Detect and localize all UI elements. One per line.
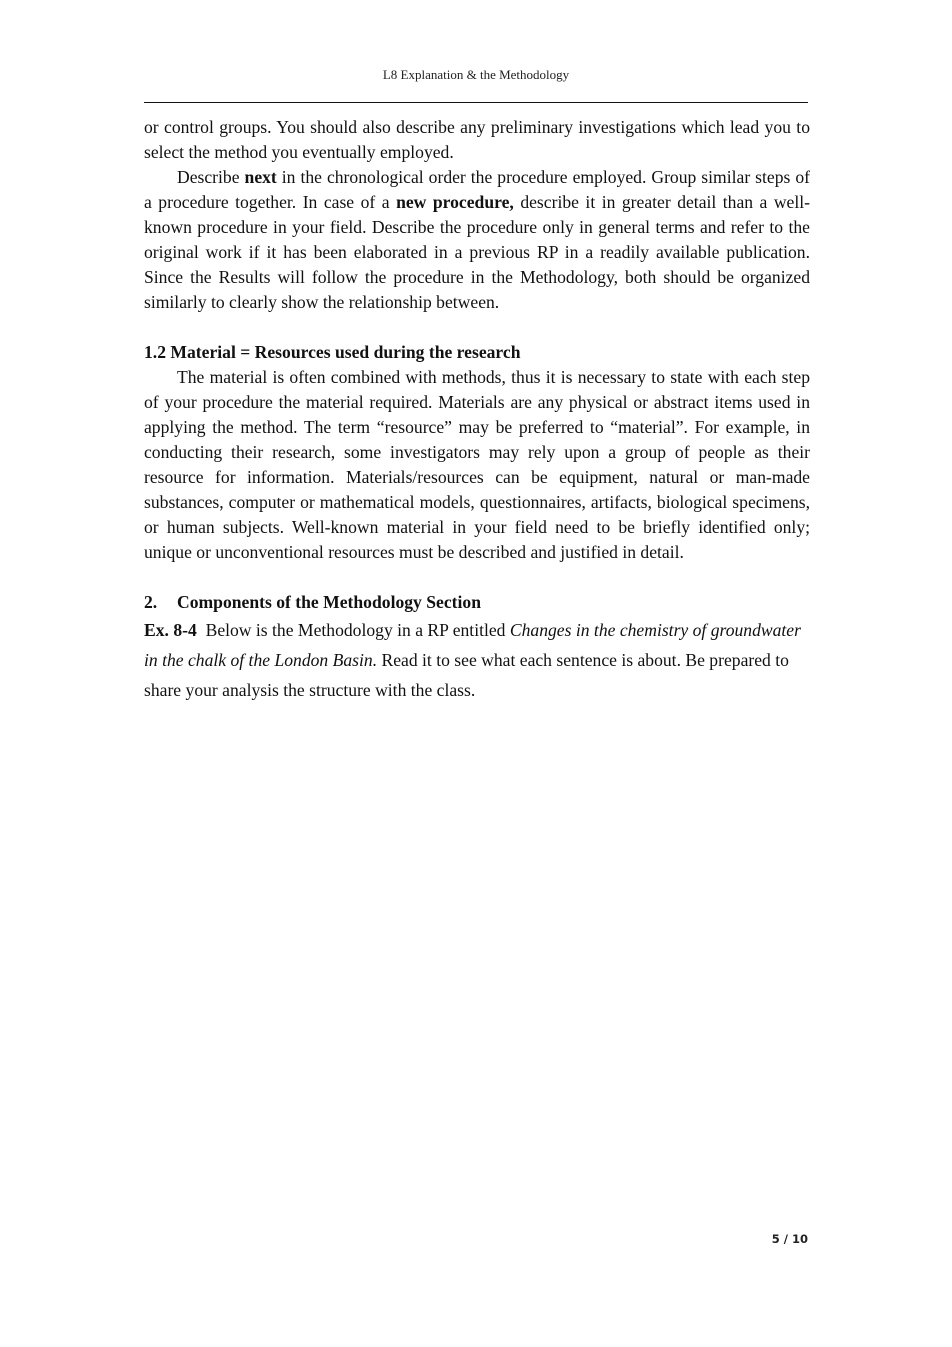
spacer [144,565,810,590]
bold-new-procedure: new procedure, [396,192,514,212]
exercise-paragraph [144,615,810,705]
text-run: in the chronological order the procedure employed. Group similar steps of a procedure together. In case of a [144,167,811,212]
text-run: describe it in greater detail than a well-known procedure in your field. Describe the procedure only in general terms and refer to the original work if it has been elaborated in a previous RP in a readily available publication. Since the Results will follow the procedure in the Methodology, both should be organized similarly to clearly show the relationship between. [144,192,810,312]
paragraph-procedure [144,165,810,315]
text-run: Describe [177,167,245,187]
section-title: Components of the Methodology Section [177,592,481,612]
exercise-label: Ex. 8-4 [144,620,197,640]
paragraph-preliminary: or control groups. You should also describe any preliminary investigations which lead you to select the method you eventually employed. [144,117,810,162]
page-body [144,115,810,705]
spacer [144,315,810,340]
section-heading-components [144,590,810,615]
exercise-block [144,615,810,705]
section-heading-material: 1.2 Material = Resources used during the research [144,342,521,362]
running-header: L8 Explanation & the Methodology [382,67,570,82]
paragraph-material: The material is often combined with methods, thus it is necessary to state with each step of your procedure the material required. Materials are any physical or abstract items used in applying the method. The term “resource” may be preferred to “material”. For example, in conducting their research, some investigators may rely upon a group of people as their resource for information. Materials/resources can be equipment, natural or man-made substances, computer or mathematical models, questionnaires, artifacts, biological specimens, or human subjects. Well-known material in your field need to be briefly identified only; unique or unconventional resources must be described and justified in detail. [144,367,810,562]
text-run: Below is the Methodology in a RP entitled [196,620,510,640]
bold-next: next [244,167,277,187]
exercise-rp-title: Changes in the chemistry of groundwater in the chalk of the London Basin. [144,620,801,670]
section-number: 2. [144,592,158,612]
text-run: Read it to see what each sentence is about. Be prepared to share your analysis the structure with the class. [144,650,789,700]
page-number: 5 / 10 [771,1232,808,1246]
header-rule [144,102,808,103]
